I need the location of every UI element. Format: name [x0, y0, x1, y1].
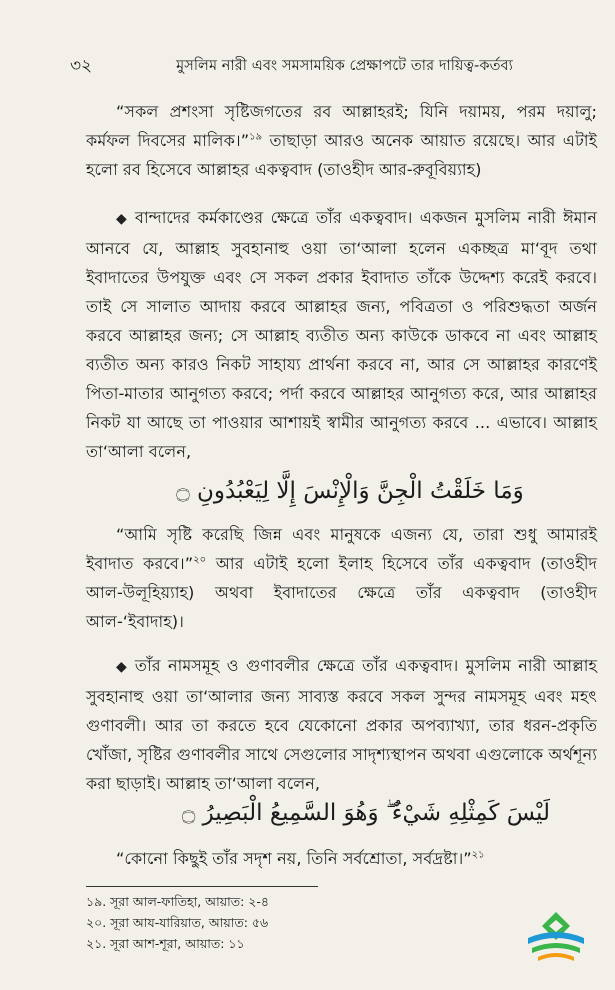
quran-verse-arabic: وَمَا خَلَقْتُ الْجِنَّ وَالْإِنْسَ إِلَّا لِيَعْبُدُونِ ۝ [176, 478, 524, 504]
footnote-item: ২০. সূরা আয-যারিয়াত, আয়াত: ৫৬ [86, 915, 269, 930]
publisher-logo-icon [522, 908, 590, 968]
paragraph-asma-sifat-point [86, 651, 597, 798]
footnote-ref: ২১ [471, 849, 485, 861]
footnote-ref: ১৯ [249, 131, 263, 143]
quote-text: “সকল প্রশংসা সৃষ্টিজগতের রব আল্লাহরই; যিনি দয়াময়, পরম দয়ালু; কর্মফল দিবসের মালিক।” [86, 102, 597, 150]
page-header [70, 52, 579, 82]
footnote-divider [86, 886, 318, 887]
paragraph-uluhiyyah-point [86, 203, 597, 466]
page-number: ৩২ [70, 56, 93, 76]
paragraph-rububiyyah [86, 97, 597, 184]
diamond-bullet-icon: ◆ [116, 659, 129, 675]
paragraph-ibadah [86, 520, 597, 636]
body-text: তাছাড়া আরও অনেক আয়াত রয়েছে। আর এটাই হলো রব হিসেবে আল্লাহর একত্ববাদ (তাওহীদ আর-রুবূবিয়্যাহ) [86, 131, 597, 179]
body-text: তাঁর নামসমূহ ও গুণাবলীর ক্ষেত্রে তাঁর একত্ববাদ। মুসলিম নারী আল্লাহ সুবহানাহু ওয়া তা‘আলার জন্য সাব্যস্ত করবে সকল সুন্দর নামসমূহ এবং মহৎ গুণাবলী। আর তা করতে হবে যেকোনো প্রকার অপব্যাখ্যা, তার ধরন-প্রকৃতি খোঁজা, সৃষ্টির গুণাবলীর সাথে সেগুলোর সাদৃশ্যস্থাপন অথবা এগুলোকে অর্থশূন্য করা ছাড়াই। আল্লাহ তা‘আলা বলেন, [86, 656, 597, 793]
quran-verse-arabic: لَيْسَ كَمِثْلِهِ شَيْءٌ ۖ وَهُوَ السَّمِيعُ الْبَصِيرُ ۝ [181, 800, 550, 826]
footnote-item: ১৯. সূরা আল-ফাতিহা, আয়াত: ২-৪ [86, 894, 270, 909]
body-text: বান্দাদের কর্মকাণ্ডের ক্ষেত্রে তাঁর একত্ববাদ। একজন মুসলিম নারী ঈমান আনবে যে, আল্লাহ সুবহানাহু ওয়া তা‘আলা হলেন একচ্ছত্র মা‘বূদ তথা ইবাদাতের উপযুক্ত এবং সে সকল প্রকার ইবাদাত তাঁকে উদ্দেশ্য করেই করবে। তাই সে সালাত আদায় করবে আল্লাহর জন্য, পবিত্রতা ও পরিশুদ্ধতা অর্জন করবে আল্লাহর জন্য; সে আল্লাহ ব্যতীত অন্য কাউকে ডাকবে না এবং আল্লাহ ব্যতীত অন্য কারও নিকট সাহায্য প্রার্থনা করবে না, আর সে আল্লাহর কারণেই পিতা-মাতার আনুগত্য করবে; পর্দা করবে আল্লাহর আনুগত্য করে, আর আল্লাহর নিকট যা আছে তা পাওয়ার আশায়ই স্বামীর আনুগত্য করবে ... এভাবে। আল্লাহ তা‘আলা বলেন, [86, 208, 597, 461]
footnote-ref: ২০ [193, 554, 207, 566]
diamond-bullet-icon: ◆ [116, 211, 130, 227]
footnotes [86, 891, 269, 954]
quote-text: “আমি সৃষ্টি করেছি জিন্ন এবং মানুষকে এজন্য যে, তারা শুধু আমারই ইবাদাত করবে।” [86, 525, 597, 573]
footnote-item: ২১. সূরা আশ-শূরা, আয়াত: ১১ [86, 936, 245, 951]
quote-text: “কোনো কিছুই তাঁর সদৃশ নয়, তিনি সর্বশ্রোতা, সর্বদ্রষ্টা।” [116, 849, 472, 868]
running-title: মুসলিম নারী এবং সমসাময়িক প্রেক্ষাপটে তার দায়িত্ব-কর্তব্য [176, 58, 513, 74]
body-text: আর এটাই হলো ইলাহ হিসেবে তাঁর একত্ববাদ (তাওহীদ আল-উলূহিয়্যাহ) অথবা ইবাদাতের ক্ষেত্রে তাঁর একত্ববাদ (তাওহীদ আল-‘ইবাদাহ)। [86, 554, 597, 631]
paragraph-quote-translation [86, 844, 597, 873]
